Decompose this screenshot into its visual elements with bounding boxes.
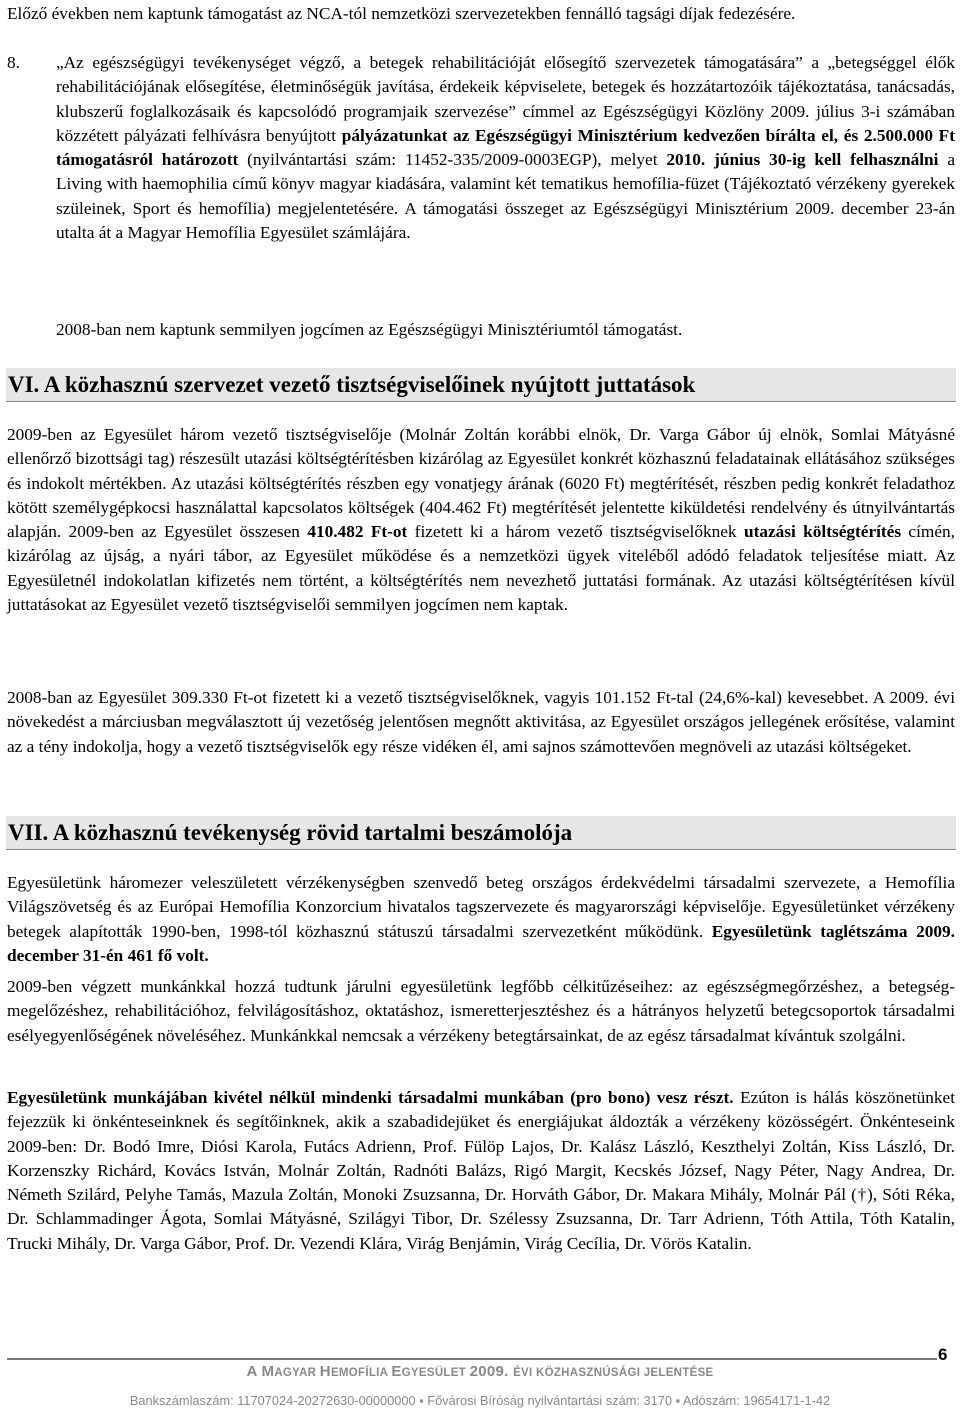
footer-title-part: GYESÜLET <box>401 1367 470 1379</box>
s6-bold-d: utazási költségtérítés <box>743 522 902 542</box>
footer-bank-info: Bankszámlaszám: 11707024-20272630-00000000 ▪ Fővárosi Bíróság nyilvántartási szám: 3170 ▪ Adószám: 19654171-1-42 <box>129 1393 831 1408</box>
s6-text-c: fizetett ki a három vezető tisztségviselőknek <box>407 522 744 542</box>
item-8-paragraph <box>56 51 955 245</box>
footer-title-part: AGYAR <box>274 1367 320 1379</box>
section-7-paragraph-1 <box>7 871 955 968</box>
intro-paragraph: Előző években nem kaptunk támogatást az NCA-tól nemzetközi szervezetekben fennálló tagsági díjak fedezésére. <box>7 4 796 23</box>
s6-text-a: 2009-ben az Egyesület három vezető tisztségviselője (Molnár Zoltán korábbi elnök, Dr. Varga Gábor új elnök, Somlai Mátyásné ellenőrző bizottsági tag) részesült utazási költségtérítésben kizárólag az Egyesület konkrét közhasznú feladatainak ellátásához szükséges és indokolt mértékben. Az utazási költségtérítés részben egy vonatjegy árának (6020 Ft) megtérítését, részben pedig konkrét feladathoz kötött személygépkocsi használattal kapcsolatos költségek (404.462 Ft) megtérítését jelentette kiküldetési rendelvény és útnyilvántartás alapján. 2009-ben az Egyesület összesen <box>7 425 955 542</box>
footer-title-part: E <box>391 1363 402 1380</box>
section-7-paragraph-2: 2009-ben végzett munkánkkal hozzá tudtunk járulni egyesületünk legfőbb célkitűzéseihez: az egészségmegőrzéshez, a betegség-megelőzéshez, rehabilitációhoz, felvilágosításhoz, oktatáshoz, ismeretterjesztéshez és a hátrányos helyzetű betegcsoportok társadalmi esélyegyenlőségének növeléséhez. Munkánkkal nemcsak a vérzékeny betegtársainkat, de az egész társadalmat kívántuk szolgálni. <box>7 977 955 1045</box>
section-6-rule <box>6 401 956 402</box>
footer-title-part: EMOFÍLIA <box>330 1367 392 1379</box>
page-number: 6 <box>938 1345 948 1364</box>
s7-volunteers-text: Ezúton is hálás köszönetünket fejezzük ki önkénteseinknek és segítőinknek, akik a szabadidejüket és energiájukat áldozták a vérzékeny közösségért. Önkénteseink 2009-ben: Dr. Bodó Imre, Diósi Karola, Futács Adrienn, Prof. Fülöp Lajos, Dr. Kalász László, Keszthelyi Zoltán, Kiss László, Dr. Korzenszky Richárd, Kovács István, Molnár Zoltán, Radnóti Balázs, Rigó Margit, Kecskés József, Nagy Péter, Nagy Andrea, Dr. Németh Szilárd, Pelyhe Tamás, Mazula Zoltán, Monoki Zsuzsanna, Dr. Horváth Gábor, Dr. Makara Mihály, Molnár Pál (†), Sóti Réka, Dr. Schlammadinger Ágota, Somlai Mátyásné, Szilágyi Tibor, Dr. Szélessy Zsuzsanna, Dr. Tarr Adrienn, Tóth Attila, Tóth Katalin, Trucki Mihály, Dr. Varga Gábor, Prof. Dr. Vezendi Klára, Virág Benjámin, Virág Cecília, Dr. Vörös Katalin. <box>7 1088 955 1253</box>
list-number-8: 8. <box>7 53 20 72</box>
item-8-text-2: (nyilvántartási szám: 11452-335/2009-0003EGP), melyet <box>238 150 667 170</box>
s6-text-e: címén, kizárólag az újság, a nyári tábor, az Egyesület működése és a nemzetközi ügyek viteléből adódó feladatok teljesítése miatt. Az Egyesületnél indokolatlan kifizetés nem történt, a költségtérítés nem nevezhető juttatási formának. Az utazási költségtérítésen kívül juttatásokat az Egyesület vezető tisztségviselői semmilyen jogcímen nem kaptak. <box>7 522 955 615</box>
footer-title-part: H <box>319 1363 331 1380</box>
footer-title-part: A M <box>246 1363 275 1380</box>
item-8-text-3: a Living with haemophilia című könyv magyar kiadására, valamint két tematikus hemofília-füzet (Tájékoztató vérzékeny gyerekek szüleinek, Sport és hemofília) megjelentetésére. A támogatási összeget az Egészségügyi Minisztérium 2009. december 23-án utalta át a Magyar Hemofília Egyesület számlájára. <box>56 150 955 243</box>
section-7-paragraph-3 <box>7 1086 955 1256</box>
item-8-bold-1: pályázatunkat az Egészségügyi Minisztérium kedvezően bírálta el, és 2.500.000 Ft támogatásról határozott <box>56 125 955 170</box>
item-8-text-1: „Az egészségügyi tevékenységet végző, a betegek rehabilitációját elősegítő szervezetek támogatására” a „betegséggel élők rehabilitációjának elősegítése, életminőségük javítása, érdekeik képviselete, betegek és hozzátartozóik tájékoztatása, tanácsadás, klubszerű foglalkozásaik és kapcsolódó programjaik szervezése” címmel az Egészségügyi Közlöny 2009. július 3-i számában közzétett pályázati felhívásra benyújtott <box>56 53 955 145</box>
section-6-paragraph-2: 2008-ban az Egyesület 309.330 Ft-ot fizetett ki a vezető tisztségviselőknek, vagyis 101.152 Ft-tal (24,6%-kal) kevesebbet. A 2009. évi növekedést a márciusban megválasztott új vezetőség jelentősen megnőtt aktivitása, az Egyesület országos jellegének erősítése, valamint az a tény indokolja, hogy a vezető tisztségviselők egy része vidéken él, ami sajnos számottevően megnöveli az utazási költségeket. <box>7 688 955 756</box>
section-6-paragraph-1 <box>7 423 955 617</box>
section-6-heading: VI. A közhasznú szervezet vezető tisztségviselőinek nyújtott juttatások <box>6 368 956 401</box>
footer-title-part: 2009. <box>469 1363 514 1380</box>
s7-bold-volunteers: Egyesületünk munkájában kivétel nélkül mindenki társadalmi munkában (pro bono) vesz részt. <box>7 1088 734 1107</box>
s7-text-a: Egyesületünk háromezer veleszületett vérzékenységben szenvedő beteg országos érdekvédelmi társadalmi szervezete, a Hemofília Világszövetség és az Európai Hemofília Konzorcium hivatalos tagszervezete és magyarországi képviselője. Egyesületünket vérzékeny betegek alapították 1990-ben, 1998-tól közhasznú státuszú társadalmi szervezetként működünk. <box>7 873 955 941</box>
section-7-rule <box>6 849 956 850</box>
footer-title <box>0 1360 960 1385</box>
item-8-paragraph-2: 2008-ban nem kaptunk semmilyen jogcímen az Egészségügyi Minisztériumtól támogatást. <box>56 320 683 339</box>
s7-bold-b: Egyesületünk taglétszáma 2009. december 31-én 461 fő volt. <box>7 921 956 965</box>
section-7-heading: VII. A közhasznú tevékenység rövid tartalmi beszámolója <box>6 816 956 849</box>
s6-bold-b: 410.482 Ft-ot <box>307 522 408 542</box>
footer-title-part: ÉVI KÖZHASZNÚSÁGI JELENTÉSE <box>513 1367 714 1379</box>
item-8-bold-2: 2010. június 30-ig kell felhasználni <box>666 150 939 170</box>
